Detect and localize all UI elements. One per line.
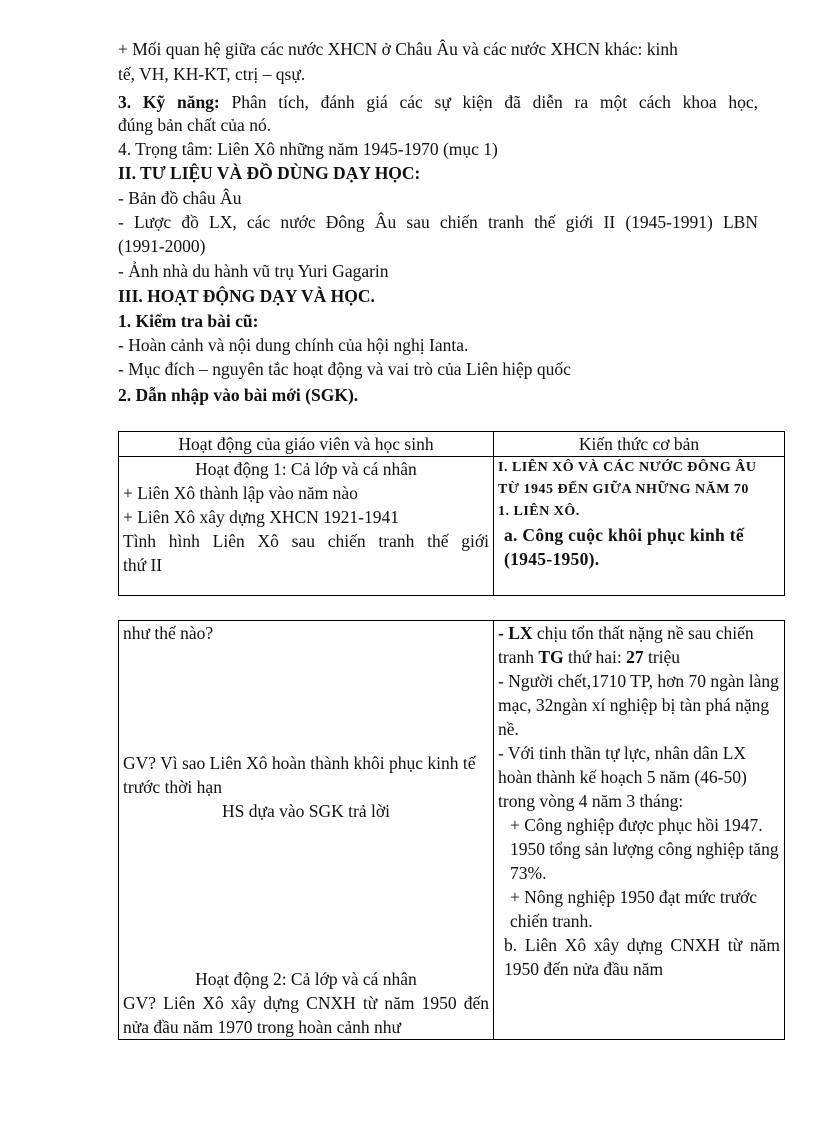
skill-heading: 3. Kỹ năng: <box>118 92 220 112</box>
agriculture-recovery: + Nông nghiệp 1950 đạt mức trước chiến tranh. <box>510 887 758 931</box>
relations-line-1: + Mối quan hệ giữa các nước XHCN ở Châu Âu và các nước XHCN khác: kinh <box>118 39 678 59</box>
question-economy-recovery: GV? Vì sao Liên Xô hoàn thành khôi phục kinh tế trước thời hạn <box>123 753 476 797</box>
section-i-heading: I. LIÊN XÔ VÀ CÁC NƯỚC ĐÔNG ÂU TỪ 1945 ĐẾN GIỮA NHỮNG NĂM 70 <box>498 460 757 497</box>
skill-text: Phân tích, đánh giá các sự kiện đã diễn ra một cách khoa học, <box>219 92 759 112</box>
industry-recovery: + Công nghiệp được phục hồi 1947. 1950 tổng sản lượng công nghiệp tăng 73%. <box>510 815 779 883</box>
focus-line: 4. Trọng tâm: Liên Xô những năm 1945-1970 (mục 1) <box>118 139 498 159</box>
student-answer-note: HS dựa vào SGK trả lời <box>222 801 390 821</box>
skill-line-1 <box>118 90 758 114</box>
material-diagram-line-2: (1991-2000) <box>118 236 206 256</box>
header-knowledge: Kiến thức cơ bản <box>494 432 785 457</box>
activity-1-question-1: + Liên Xô thành lập vào năm nào <box>123 483 358 503</box>
activities-cell <box>119 457 494 596</box>
material-map-europe: - Bản đồ châu Âu <box>118 188 242 208</box>
table-header-row <box>119 432 785 457</box>
activity-1-question-3: Tình hình Liên Xô sau chiến tranh thế giới <box>123 531 489 551</box>
activity-1-title: Hoạt động 1: Cả lớp và cá nhân <box>195 459 417 479</box>
review-heading: 1. Kiểm tra bài cũ: <box>118 311 259 331</box>
skill-line-2: đúng bản chất của nó. <box>118 115 272 135</box>
activities-cell-2 <box>119 621 494 1040</box>
header-activities: Hoạt động của giáo viên và học sinh <box>119 432 494 457</box>
intro-lesson-heading: 2. Dẫn nhập vào bài mới (SGK). <box>118 385 359 405</box>
activity-2-title: Hoạt động 2: Cả lớp và cá nhân <box>195 969 417 989</box>
section-2-heading: II. TƯ LIỆU VÀ ĐỒ DÙNG DẠY HỌC: <box>118 163 421 183</box>
section-a-heading: a. Công cuộc khôi phục kinh tế (1945-1950). <box>504 525 744 569</box>
loss-details: - Người chết,1710 TP, hơn 70 ngàn làng mạc, 32ngàn xí nghiệp bị tàn phá nặng nề. <box>498 671 779 739</box>
review-question-1: - Hoàn cảnh và nội dung chính của hội nghị Ianta. <box>118 335 469 355</box>
section-1-heading: 1. LIÊN XÔ. <box>498 504 580 519</box>
section-b-heading: b. Liên Xô xây dựng CNXH từ năm 1950 đến nửa đầu năm <box>504 935 780 979</box>
question-socialism-building: GV? Liên Xô xây dựng CNXH từ năm 1950 đến nửa đầu năm 1970 trong hoàn cảnh như <box>123 993 489 1037</box>
activity-1-question-2: + Liên Xô xây dựng XHCN 1921-1941 <box>123 507 399 527</box>
material-photo-gagarin: - Ảnh nhà du hành vũ trụ Yuri Gagarin <box>118 261 389 281</box>
table-row <box>119 457 785 596</box>
relations-line-2: tế, VH, KH-KT, ctrị – qsự. <box>118 64 306 84</box>
table-row <box>119 621 785 1040</box>
knowledge-cell <box>494 457 785 596</box>
five-year-plan: - Với tinh thần tự lực, nhân dân LX hoàn thành kế hoạch 5 năm (46-50) trong vòng 4 năm 3 tháng: <box>498 743 747 811</box>
activity-1-question-3b: thứ II <box>123 555 163 575</box>
knowledge-cell-2 <box>494 621 785 1040</box>
material-diagram-line-1: - Lược đồ LX, các nước Đông Âu sau chiến tranh thế giới II (1945-1991) LBN <box>118 212 758 232</box>
loss-summary: - LX chịu tổn thất nặng nề sau chiến tranh TG thứ hai: 27 triệu <box>498 623 754 667</box>
review-question-2: - Mục đích – nguyên tắc hoạt động và vai trò của Liên hiệp quốc <box>118 359 571 379</box>
section-3-heading: III. HOẠT ĐỘNG DẠY VÀ HỌC. <box>118 286 375 306</box>
lesson-table-2 <box>118 620 785 1040</box>
activity-continued: như thế nào? <box>123 623 214 643</box>
lesson-table-1 <box>118 431 785 596</box>
